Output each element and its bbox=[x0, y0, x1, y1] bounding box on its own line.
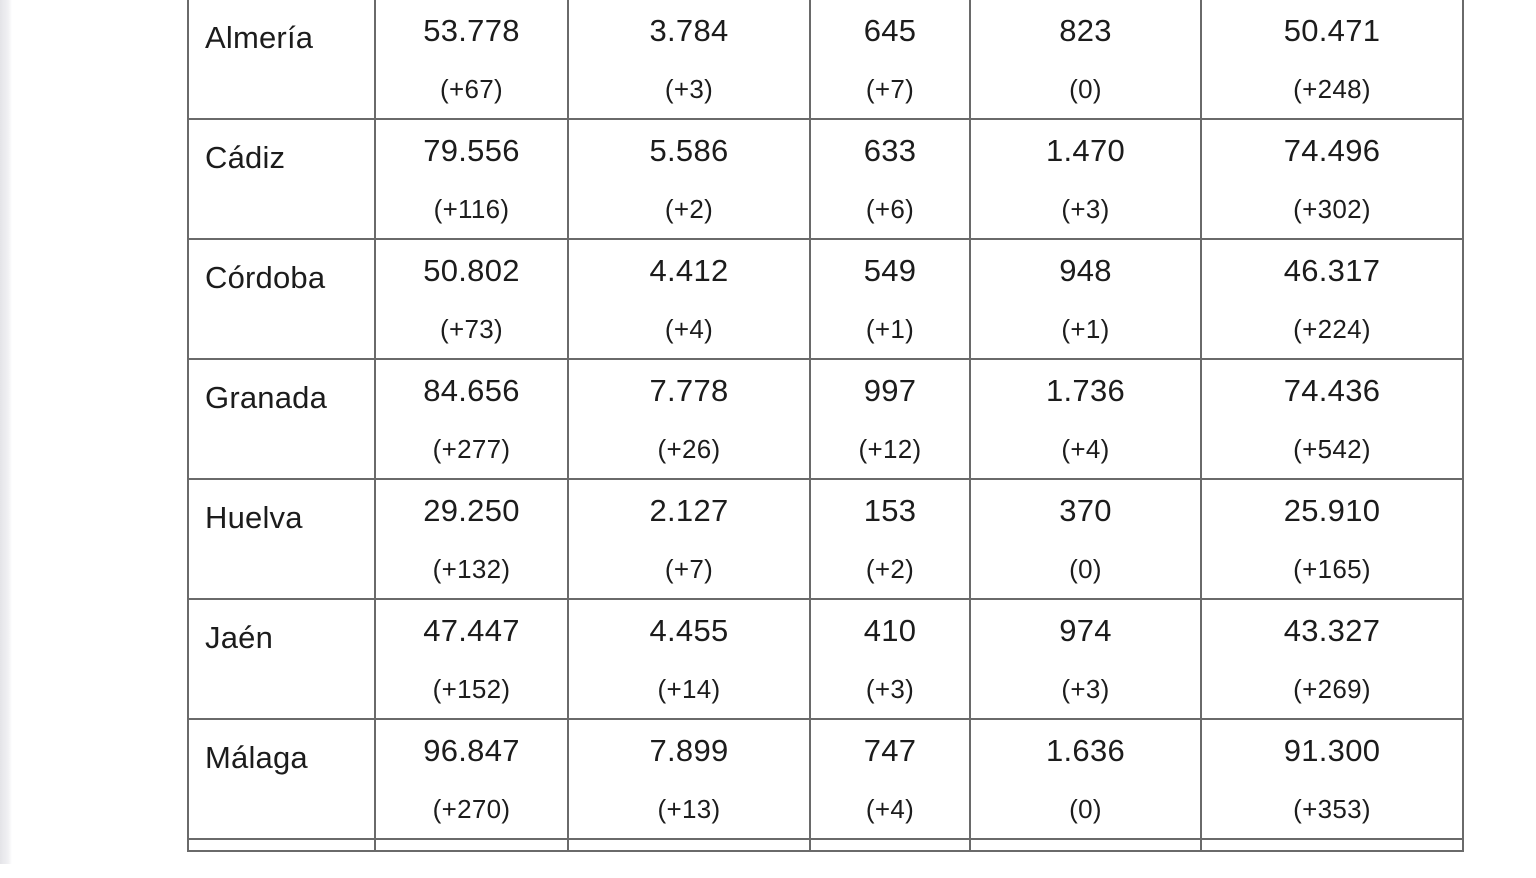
cell-value: 29.250 bbox=[423, 493, 520, 528]
data-cell bbox=[375, 0, 568, 119]
data-cell bbox=[568, 0, 810, 119]
cell-value: 633 bbox=[863, 133, 917, 168]
cell-value: 79.556 bbox=[423, 133, 520, 168]
cell-delta: (+116) bbox=[433, 194, 510, 224]
cell-value: 974 bbox=[1059, 613, 1112, 648]
cell-delta: (+3) bbox=[664, 74, 714, 104]
data-cell bbox=[568, 599, 810, 719]
cell-value: 5.586 bbox=[649, 133, 729, 168]
cell-value: 91.300 bbox=[1283, 733, 1381, 768]
data-cell bbox=[568, 239, 810, 359]
cell-value: 7.778 bbox=[649, 373, 729, 408]
cell-value: 2.127 bbox=[649, 493, 729, 528]
table-row-partial bbox=[188, 839, 1463, 851]
data-cell bbox=[1201, 239, 1463, 359]
data-cell bbox=[810, 119, 970, 239]
cell-value: 4.455 bbox=[649, 613, 729, 648]
cell-value: 1.470 bbox=[1045, 133, 1126, 168]
cell-delta: (+73) bbox=[440, 314, 503, 344]
cell-value: 96.847 bbox=[423, 733, 520, 768]
cell-value: 7.899 bbox=[649, 733, 729, 768]
cell-value: 50.471 bbox=[1283, 13, 1381, 48]
province-name-cell: Huelva bbox=[188, 479, 375, 599]
cell-delta: (+269) bbox=[1293, 674, 1371, 704]
cell-delta: (+26) bbox=[657, 434, 721, 464]
cell-delta: (+165) bbox=[1293, 554, 1371, 584]
data-cell bbox=[970, 359, 1201, 479]
province-name-cell: Córdoba bbox=[188, 239, 375, 359]
data-cell bbox=[1201, 599, 1463, 719]
cell-delta: (+67) bbox=[440, 74, 503, 104]
cell-delta: (+4) bbox=[1061, 434, 1110, 464]
cell-delta: (+277) bbox=[432, 434, 511, 464]
cell-delta: (+270) bbox=[432, 794, 511, 824]
cell-value: 823 bbox=[1059, 13, 1112, 48]
cell-delta: (+353) bbox=[1293, 794, 1371, 824]
cell-delta: (+3) bbox=[865, 674, 915, 704]
data-cell bbox=[810, 359, 970, 479]
cell-delta: (+13) bbox=[657, 794, 721, 824]
table-row bbox=[188, 119, 1463, 239]
data-cell bbox=[1201, 0, 1463, 119]
cell-delta: (+132) bbox=[432, 554, 511, 584]
data-cell bbox=[375, 359, 568, 479]
data-cell bbox=[810, 719, 970, 839]
cell-value: 25.910 bbox=[1283, 493, 1381, 528]
cell-value: 645 bbox=[863, 13, 917, 48]
cell-delta: (+224) bbox=[1293, 314, 1371, 344]
data-cell bbox=[375, 119, 568, 239]
cell-delta: (+302) bbox=[1293, 194, 1371, 224]
data-cell bbox=[970, 0, 1201, 119]
data-cell bbox=[1201, 359, 1463, 479]
cell-value: 1.736 bbox=[1045, 373, 1126, 408]
cell-delta: (+14) bbox=[657, 674, 721, 704]
data-cell bbox=[375, 719, 568, 839]
cell-delta: (+6) bbox=[865, 194, 915, 224]
cell-value: 50.802 bbox=[423, 253, 520, 288]
table-row bbox=[188, 359, 1463, 479]
cell-delta: (+248) bbox=[1293, 74, 1371, 104]
cell-value: 3.784 bbox=[649, 13, 729, 48]
cell-value: 549 bbox=[863, 253, 917, 288]
cell-value: 997 bbox=[863, 373, 917, 408]
cell-delta: (+1) bbox=[1061, 314, 1110, 344]
data-cell bbox=[375, 479, 568, 599]
data-cell bbox=[375, 599, 568, 719]
cell-value: 410 bbox=[863, 613, 917, 648]
cell-value: 74.496 bbox=[1283, 133, 1381, 168]
data-cell bbox=[810, 239, 970, 359]
cell-delta: (0) bbox=[1069, 554, 1102, 584]
data-cell bbox=[568, 119, 810, 239]
data-cell bbox=[970, 599, 1201, 719]
province-name-cell: Almería bbox=[188, 0, 375, 119]
cell-value: 1.636 bbox=[1045, 733, 1126, 768]
data-cell bbox=[1201, 479, 1463, 599]
data-cell bbox=[1201, 719, 1463, 839]
data-cell bbox=[810, 599, 970, 719]
cell-value: 948 bbox=[1059, 253, 1112, 288]
province-name-cell: Málaga bbox=[188, 719, 375, 839]
cell-delta: (+542) bbox=[1293, 434, 1371, 464]
data-cell bbox=[1201, 119, 1463, 239]
cell-delta: (0) bbox=[1069, 794, 1102, 824]
province-name-cell: Cádiz bbox=[188, 119, 375, 239]
table-row bbox=[188, 239, 1463, 359]
cell-value: 74.436 bbox=[1283, 373, 1381, 408]
province-name-cell: Granada bbox=[188, 359, 375, 479]
cell-delta: (+4) bbox=[865, 794, 915, 824]
empty-cell bbox=[1201, 839, 1463, 851]
cell-value: 84.656 bbox=[423, 373, 520, 408]
cell-value: 47.447 bbox=[423, 613, 520, 648]
empty-cell bbox=[188, 839, 375, 851]
province-name-cell: Jaén bbox=[188, 599, 375, 719]
data-cell bbox=[970, 479, 1201, 599]
cell-delta: (+4) bbox=[664, 314, 714, 344]
cell-delta: (+3) bbox=[1061, 194, 1110, 224]
cell-value: 153 bbox=[863, 493, 917, 528]
empty-cell bbox=[375, 839, 568, 851]
data-cell bbox=[970, 239, 1201, 359]
cell-value: 43.327 bbox=[1283, 613, 1381, 648]
cell-value: 4.412 bbox=[649, 253, 729, 288]
data-cell bbox=[810, 479, 970, 599]
table-row bbox=[188, 0, 1463, 119]
cell-delta: (0) bbox=[1069, 74, 1102, 104]
data-cell bbox=[568, 719, 810, 839]
cell-delta: (+2) bbox=[865, 554, 915, 584]
covid-province-table-wrapper bbox=[187, 0, 1462, 878]
table-row bbox=[188, 599, 1463, 719]
province-data-table bbox=[187, 0, 1464, 852]
cell-delta: (+1) bbox=[865, 314, 915, 344]
cell-value: 53.778 bbox=[423, 13, 520, 48]
cell-value: 747 bbox=[863, 733, 917, 768]
data-cell bbox=[568, 359, 810, 479]
table-row bbox=[188, 479, 1463, 599]
table-row bbox=[188, 719, 1463, 839]
cell-delta: (+3) bbox=[1061, 674, 1110, 704]
table-body bbox=[188, 0, 1463, 851]
data-cell bbox=[970, 719, 1201, 839]
cell-delta: (+2) bbox=[664, 194, 714, 224]
cell-value: 370 bbox=[1059, 493, 1112, 528]
empty-cell bbox=[568, 839, 810, 851]
empty-cell bbox=[810, 839, 970, 851]
cell-delta: (+7) bbox=[664, 554, 714, 584]
cell-delta: (+7) bbox=[865, 74, 915, 104]
cell-delta: (+152) bbox=[432, 674, 511, 704]
data-cell bbox=[568, 479, 810, 599]
cell-delta: (+12) bbox=[858, 434, 922, 464]
page-edge-shadow bbox=[0, 0, 12, 864]
data-cell bbox=[970, 119, 1201, 239]
cell-value: 46.317 bbox=[1283, 253, 1381, 288]
empty-cell bbox=[970, 839, 1201, 851]
data-cell bbox=[810, 0, 970, 119]
data-cell bbox=[375, 239, 568, 359]
